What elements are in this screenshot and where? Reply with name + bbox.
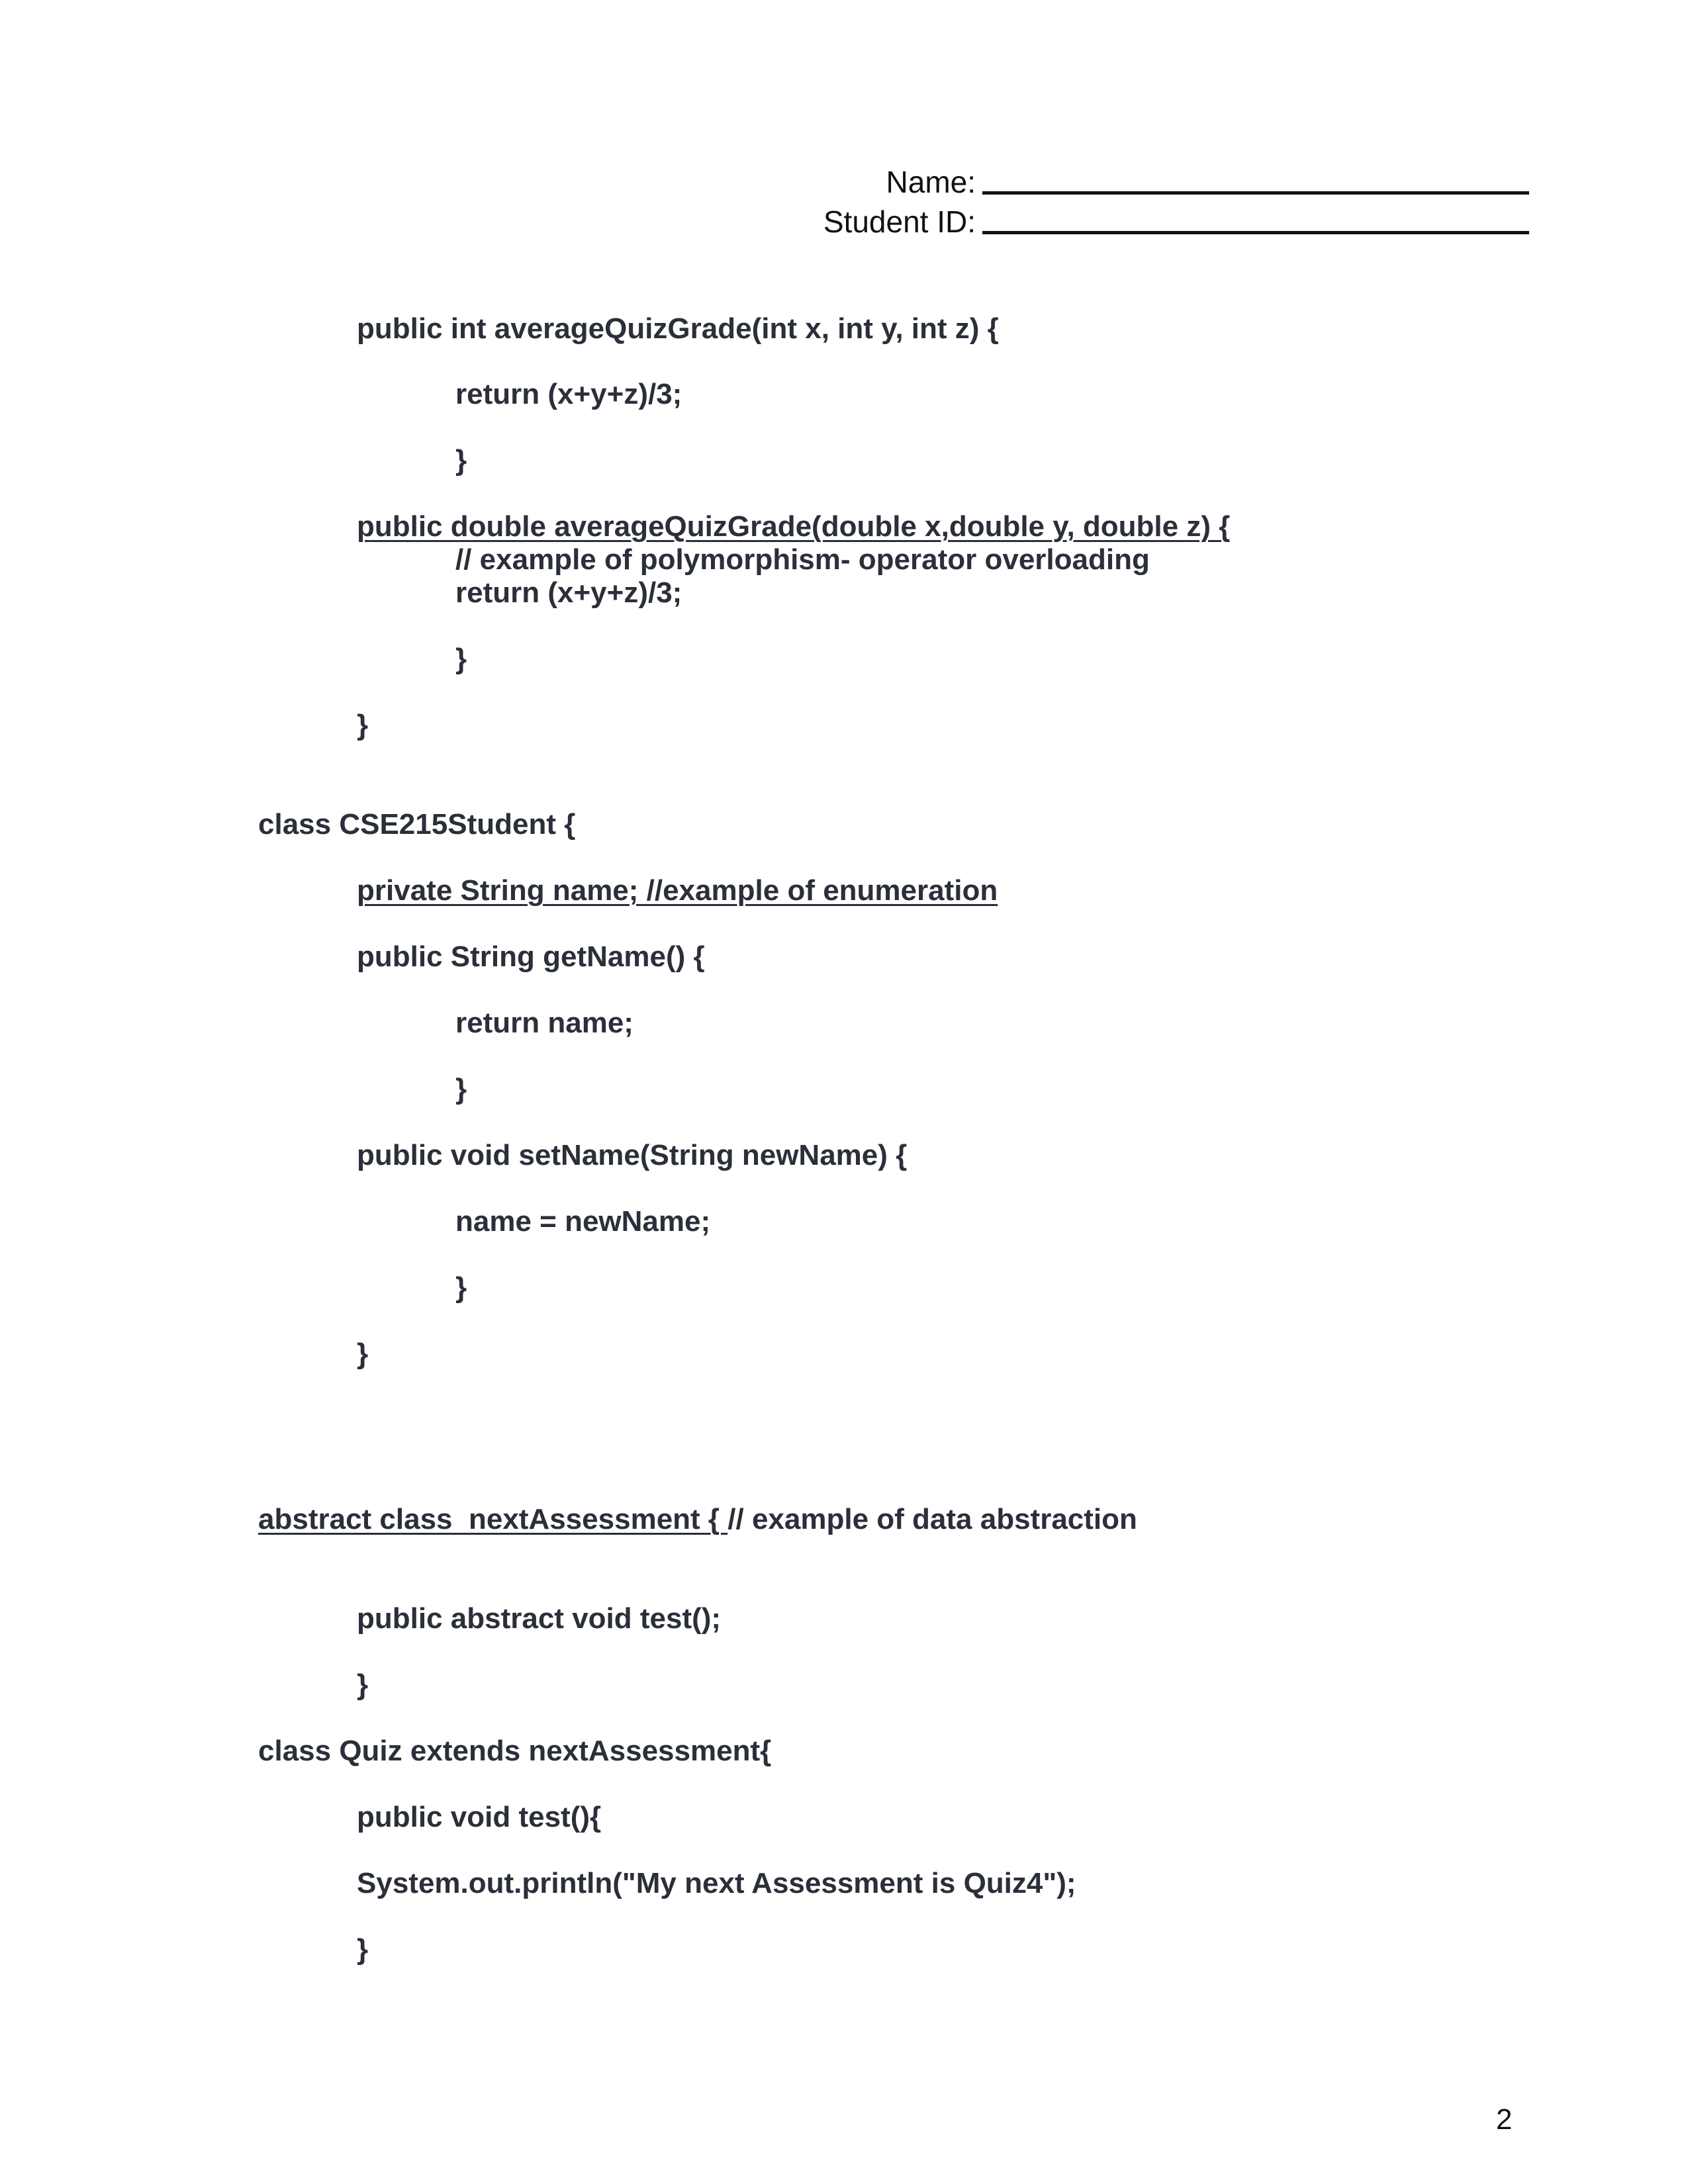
code-line-22: public void test(){ xyxy=(357,1801,602,1833)
code-line-4: public double averageQuizGrade(double x,double y, double z) { xyxy=(357,510,1231,543)
code-line-19: public abstract void test(); xyxy=(357,1602,722,1635)
code-line-16: } xyxy=(455,1271,467,1304)
code-line-24: } xyxy=(357,1933,369,1966)
student-id-row xyxy=(662,204,1529,240)
code-line-7: } xyxy=(455,643,467,675)
code-line-18-comment: // example of data abstraction xyxy=(727,1503,1137,1535)
code-line-10: private String name; //example of enumeration xyxy=(357,874,998,907)
student-id-field-line[interactable] xyxy=(982,231,1529,234)
code-line-8: } xyxy=(357,709,369,741)
student-id-label: Student ID: xyxy=(823,205,976,239)
page-number: 2 xyxy=(1496,2103,1513,2136)
name-label: Name: xyxy=(886,165,976,199)
code-line-6: return (x+y+z)/3; xyxy=(455,576,682,609)
code-line-18 xyxy=(258,1503,1137,1536)
code-line-18-underlined: abstract class nextAssessment { xyxy=(258,1503,728,1535)
name-field-line[interactable] xyxy=(982,191,1529,195)
code-line-1: public int averageQuizGrade(int x, int y, int z) { xyxy=(357,312,999,345)
code-line-2: return (x+y+z)/3; xyxy=(455,378,682,410)
code-line-12: return name; xyxy=(455,1007,633,1039)
name-row xyxy=(662,164,1529,200)
code-line-17: } xyxy=(357,1338,369,1370)
code-line-14: public void setName(String newName) { xyxy=(357,1139,908,1171)
code-line-20: } xyxy=(357,1668,369,1701)
code-line-15: name = newName; xyxy=(455,1205,711,1238)
code-line-23: System.out.println("My next Assessment is Quiz4"); xyxy=(357,1867,1076,1899)
code-line-9: class CSE215Student { xyxy=(258,808,576,841)
code-line-21: class Quiz extends nextAssessment{ xyxy=(258,1735,772,1767)
code-line-13: } xyxy=(455,1073,467,1105)
code-line-3: } xyxy=(455,444,467,477)
code-line-5: // example of polymorphism- operator overloading xyxy=(455,543,1150,576)
code-line-11: public String getName() { xyxy=(357,940,705,973)
